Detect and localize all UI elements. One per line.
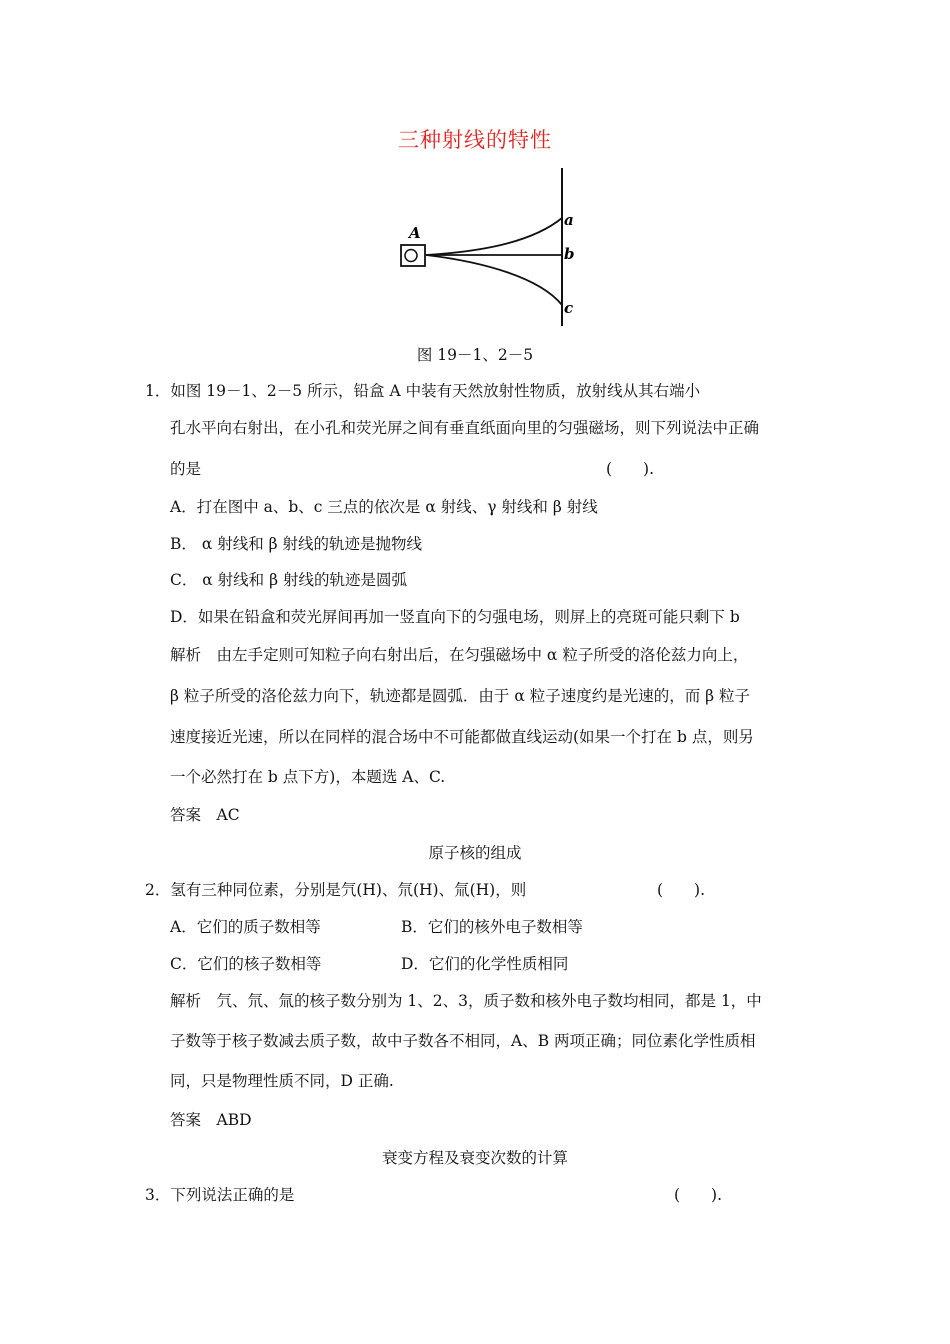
q3-stem: 3．下列说法正确的是 xyxy=(145,1186,295,1204)
label-a: a xyxy=(564,211,574,229)
q1-analysis-line1: 解析 由左手定则可知粒子向右射出后，在匀强磁场中 α 粒子所受的洛伦兹力向上， xyxy=(170,646,749,664)
q2-option-c: C．它们的核子数相等 xyxy=(170,955,322,973)
q1-option-c: C． α 射线和 β 射线的轨迹是圆弧 xyxy=(170,571,407,589)
q2-analysis-line1: 解析 氕、氘、氚的核子数分别为 1、2、3，质子数和核外电子数均相同，都是 1，中 xyxy=(170,992,762,1010)
q1-answer: 答案 AC xyxy=(170,806,240,824)
section-title-nucleus-composition: 原子核的组成 xyxy=(428,844,522,862)
q1-stem-line2: 孔水平向右射出，在小孔和荧光屏之间有垂直纸面向里的匀强磁场，则下列说法中正确 xyxy=(170,419,760,437)
q1-option-d: D．如果在铅盒和荧光屏间再加一竖直向下的匀强电场，则屏上的亮斑可能只剩下 b xyxy=(170,608,740,626)
label-b: b xyxy=(564,245,575,263)
q1-analysis-line4: 一个必然打在 b 点下方)，本题选 A、C. xyxy=(170,768,446,786)
ray-trajectory-figure xyxy=(395,166,585,336)
q2-option-b: B．它们的核外电子数相等 xyxy=(401,918,583,936)
q1-answer-blank: ( ). xyxy=(606,460,655,478)
lead-box-source xyxy=(405,250,417,262)
trajectory-a-curve xyxy=(426,218,562,255)
trajectory-c-curve xyxy=(426,255,562,305)
q1-analysis-line3: 速度接近光速，所以在同样的混合场中不可能都做直线运动(如果一个打在 b 点，则另 xyxy=(170,728,754,746)
q2-analysis-line2: 子数等于核子数减去质子数，故中子数各不相同，A、B 两项正确；同位素化学性质相 xyxy=(170,1032,756,1050)
q2-answer-blank: ( ). xyxy=(657,881,706,899)
q1-analysis-line2: β 粒子所受的洛伦兹力向下，轨迹都是圆弧．由于 α 粒子速度约是光速的，而 β 粒子 xyxy=(170,687,751,705)
q2-analysis-line3: 同，只是物理性质不同，D 正确. xyxy=(170,1072,394,1090)
section-title-decay-equations: 衰变方程及衰变次数的计算 xyxy=(381,1149,568,1167)
section-title-ray-properties: 三种射线的特性 xyxy=(398,128,552,152)
q1-option-b: B． α 射线和 β 射线的轨迹是抛物线 xyxy=(170,535,423,553)
label-A: A xyxy=(409,224,421,242)
q1-option-a: A．打在图中 a、b、c 三点的依次是 α 射线、γ 射线和 β 射线 xyxy=(170,498,598,516)
q3-answer-blank: ( ). xyxy=(674,1186,723,1204)
q2-stem: 2．氢有三种同位素，分别是氕(H)、氘(H)、氚(H)，则 xyxy=(145,881,527,899)
q2-option-d: D．它们的化学性质相同 xyxy=(401,955,569,973)
q2-answer: 答案 ABD xyxy=(170,1111,252,1129)
q1-stem-line3: 的是 xyxy=(170,460,202,478)
figure-caption: 图 19－1、2－5 xyxy=(416,346,534,364)
label-c: c xyxy=(564,299,574,317)
q1-stem-line1: 1．如图 19－1、2－5 所示，铅盒 A 中装有天然放射性物质，放射线从其右端小 xyxy=(145,382,701,400)
q2-option-a: A．它们的质子数相等 xyxy=(170,918,321,936)
